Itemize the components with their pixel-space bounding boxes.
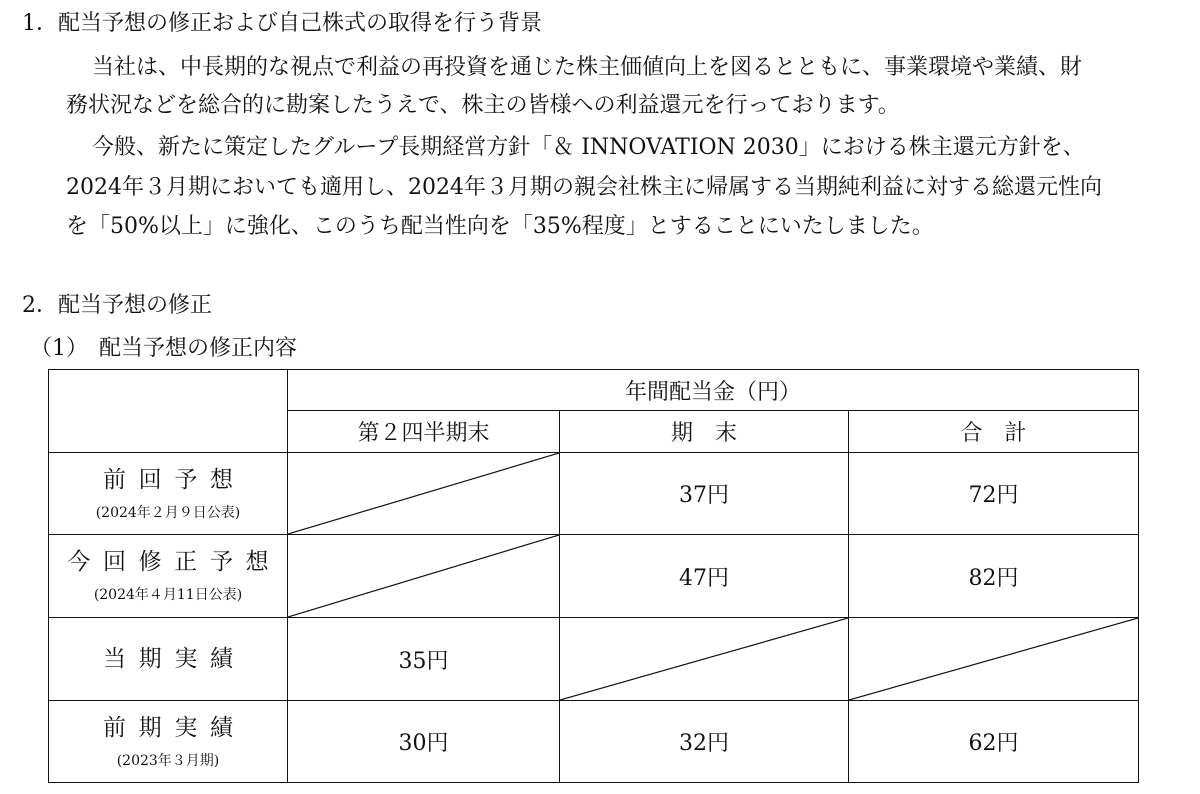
total-cell: 82円 bbox=[849, 535, 1139, 618]
section1-para2-line1: 今般、新たに策定したグループ長期経営方針「＆ INNOVATION 2030」における株主還元方針を、 bbox=[92, 135, 1085, 160]
col-header-total: 合 計 bbox=[849, 411, 1139, 453]
year-end-cell-not-applicable bbox=[560, 618, 849, 701]
table-row bbox=[49, 535, 1139, 618]
q2-cell-not-applicable bbox=[288, 535, 560, 618]
section1-heading: 1．配当予想の修正および自己株式の取得を行う背景 bbox=[22, 11, 542, 36]
year-end-cell: 32円 bbox=[560, 701, 849, 783]
section1-para1-line1: 当社は、中長期的な視点で利益の再投資を通じた株主価値向上を図るとともに、事業環境や業績、財 bbox=[92, 55, 1083, 80]
diagonal-slash bbox=[288, 453, 559, 534]
row-label-cell bbox=[49, 453, 288, 535]
row-label: 前期実績 bbox=[103, 714, 246, 741]
q2-cell: 30円 bbox=[288, 701, 560, 783]
total-cell-not-applicable bbox=[849, 618, 1139, 701]
section1-para2-line3: を「50%以上」に強化、このうち配当性向を「35%程度」とすることにいたしました。 bbox=[66, 214, 934, 239]
row-label-cell bbox=[49, 618, 288, 701]
section1-para2-line2: 2024年３月期においても適用し、2024年３月期の親会社株主に帰属する当期純利益に対する総還元性向 bbox=[66, 175, 1102, 200]
table-row bbox=[49, 618, 1139, 701]
row-label: 前回予想 bbox=[103, 466, 246, 493]
total-cell: 62円 bbox=[849, 701, 1139, 783]
row-sublabel: (2023年３月期) bbox=[116, 752, 220, 769]
row-label: 今回修正予想 bbox=[67, 549, 282, 575]
q2-cell-not-applicable bbox=[288, 453, 560, 535]
row-label-cell bbox=[49, 535, 288, 618]
dividend-forecast-table bbox=[48, 369, 1139, 783]
section2-heading: 2．配当予想の修正 bbox=[22, 293, 212, 318]
row-sublabel: (2024年４月11日公表) bbox=[93, 587, 243, 603]
row-label-cell bbox=[49, 701, 288, 783]
year-end-cell: 47円 bbox=[560, 535, 849, 618]
row-sublabel: (2024年２月９日公表) bbox=[95, 504, 241, 521]
year-end-cell: 37円 bbox=[560, 453, 849, 535]
q2-cell: 35円 bbox=[288, 618, 560, 701]
table-row bbox=[49, 701, 1139, 783]
diagonal-slash bbox=[288, 535, 559, 617]
total-cell: 72円 bbox=[849, 453, 1139, 535]
section1-para1-line2: 務状況などを総合的に勘案したうえで、株主の皆様への利益還元を行っております。 bbox=[66, 93, 900, 118]
section2-subheading: （1） 配当予想の修正内容 bbox=[30, 336, 297, 361]
col-header-year-end: 期 末 bbox=[560, 411, 849, 453]
row-label: 当期実績 bbox=[103, 646, 246, 672]
diagonal-slash bbox=[849, 618, 1138, 700]
diagonal-slash bbox=[560, 618, 848, 700]
table-header-row bbox=[49, 370, 1139, 411]
annual-dividend-header: 年間配当金（円） bbox=[288, 370, 1139, 411]
col-header-q2-end: 第２四半期末 bbox=[288, 411, 560, 453]
header-blank-cell bbox=[49, 370, 288, 453]
table-row bbox=[49, 453, 1139, 535]
